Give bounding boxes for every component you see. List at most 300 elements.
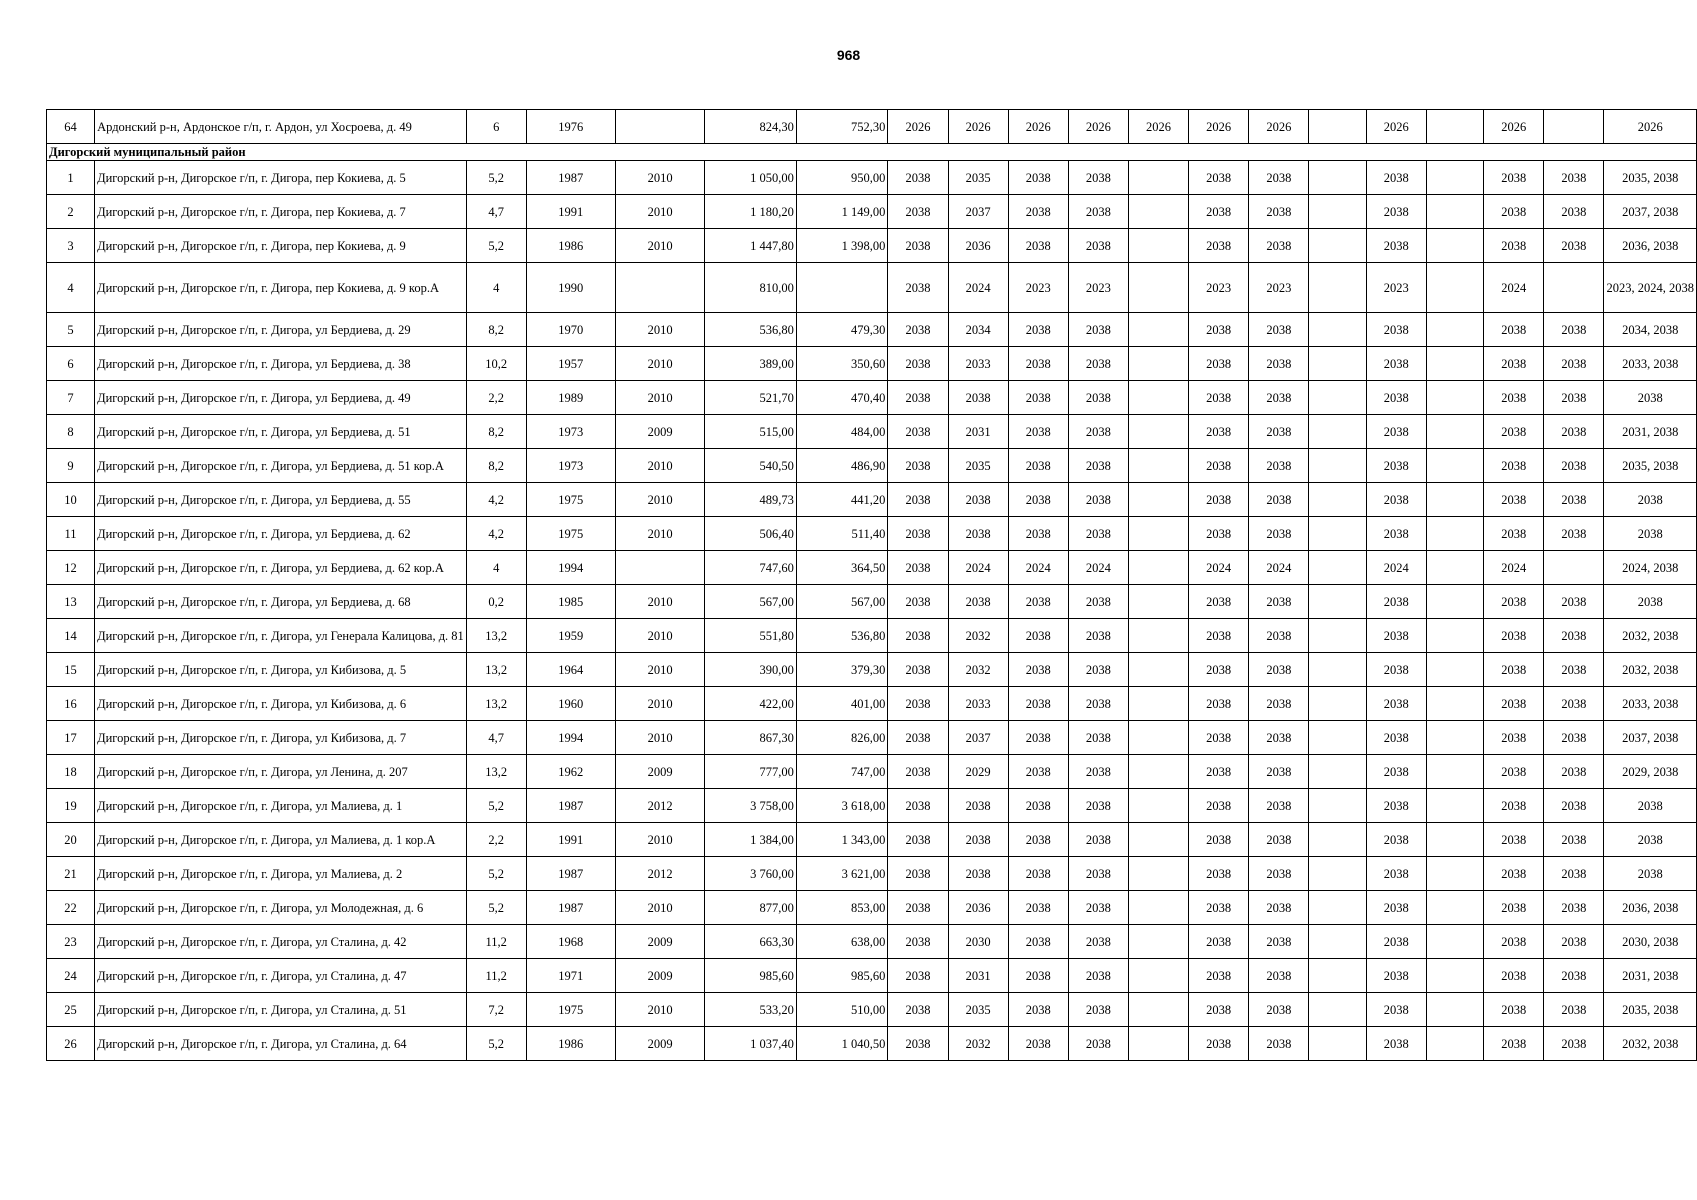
planned-year-cell xyxy=(1128,1027,1188,1061)
planned-year-cell: 2038 xyxy=(1008,313,1068,347)
planned-year-cell xyxy=(1128,789,1188,823)
planned-year-cell: 2038 xyxy=(1544,687,1604,721)
planned-year-cell: 2038 xyxy=(1008,585,1068,619)
planned-year-cell: 2038 xyxy=(1366,313,1426,347)
year-cell xyxy=(615,551,704,585)
planned-year-cell: 2038 xyxy=(1249,925,1309,959)
address-cell: Ардонский р-н, Ардонское г/п, г. Ардон, ул Хосроева, д. 49 xyxy=(95,110,467,144)
row-number-cell: 7 xyxy=(47,381,95,415)
planned-year-cell: 2038 xyxy=(1008,891,1068,925)
planned-year-cell: 2038 xyxy=(1249,823,1309,857)
planned-year-cell: 2038 xyxy=(948,857,1008,891)
planned-year-cell: 2038 xyxy=(1068,229,1128,263)
year-built-cell: 1994 xyxy=(526,551,615,585)
planned-year-cell: 2026 xyxy=(948,110,1008,144)
planned-year-cell: 2038 xyxy=(1068,789,1128,823)
row-number-cell: 26 xyxy=(47,1027,95,1061)
table-row xyxy=(47,823,1697,857)
planned-year-cell xyxy=(1309,721,1366,755)
planned-year-cell: 2023 xyxy=(1008,263,1068,313)
area-cell: 950,00 xyxy=(796,161,888,195)
planned-year-cell: 2038 xyxy=(1544,857,1604,891)
planned-year-cell: 2038 xyxy=(1189,619,1249,653)
planned-year-cell xyxy=(1128,891,1188,925)
year-cell: 2010 xyxy=(615,585,704,619)
planned-year-cell: 2031 xyxy=(948,415,1008,449)
area-cell: 540,50 xyxy=(705,449,797,483)
planned-year-cell: 2038 xyxy=(1544,483,1604,517)
planned-year-cell: 2038 xyxy=(1604,857,1697,891)
planned-year-cell: 2038 xyxy=(1544,891,1604,925)
planned-year-cell: 2038 xyxy=(1544,585,1604,619)
planned-year-cell: 2038 xyxy=(1008,925,1068,959)
planned-year-cell: 2038 xyxy=(1008,721,1068,755)
year-cell: 2009 xyxy=(615,1027,704,1061)
row-number-cell: 11 xyxy=(47,517,95,551)
planned-year-cell: 2024 xyxy=(1008,551,1068,585)
year-built-cell: 1994 xyxy=(526,721,615,755)
planned-year-cell xyxy=(1426,551,1483,585)
planned-year-cell: 2038 xyxy=(1008,687,1068,721)
table-row xyxy=(47,1027,1697,1061)
planned-year-cell: 2038 xyxy=(1484,313,1544,347)
year-built-cell: 1976 xyxy=(526,110,615,144)
planned-year-cell xyxy=(1426,585,1483,619)
planned-year-cell: 2038 xyxy=(1249,415,1309,449)
planned-year-cell: 2038 xyxy=(888,653,948,687)
planned-year-cell: 2034 xyxy=(948,313,1008,347)
planned-year-cell: 2038 xyxy=(1008,449,1068,483)
area-cell: 470,40 xyxy=(796,381,888,415)
planned-year-cell xyxy=(1128,195,1188,229)
area-cell: 638,00 xyxy=(796,925,888,959)
value-cell: 4 xyxy=(466,263,526,313)
planned-year-cell: 2038 xyxy=(948,585,1008,619)
area-cell: 985,60 xyxy=(796,959,888,993)
value-cell: 0,2 xyxy=(466,585,526,619)
planned-year-cell: 2038 xyxy=(1068,347,1128,381)
address-cell: Дигорский р-н, Дигорское г/п, г. Дигора, ул Сталина, д. 47 xyxy=(95,959,467,993)
planned-year-cell: 2038 xyxy=(1189,347,1249,381)
address-cell: Дигорский р-н, Дигорское г/п, г. Дигора, пер Кокиева, д. 7 xyxy=(95,195,467,229)
planned-year-cell: 2038 xyxy=(1068,381,1128,415)
planned-year-cell: 2038 xyxy=(1484,483,1544,517)
planned-year-cell xyxy=(1309,195,1366,229)
value-cell: 8,2 xyxy=(466,313,526,347)
area-cell: 1 398,00 xyxy=(796,229,888,263)
planned-year-cell: 2038 xyxy=(1366,1027,1426,1061)
row-number-cell: 3 xyxy=(47,229,95,263)
planned-year-cell: 2023 xyxy=(1366,263,1426,313)
planned-year-cell: 2033, 2038 xyxy=(1604,347,1697,381)
planned-year-cell: 2026 xyxy=(1008,110,1068,144)
planned-year-cell: 2038 xyxy=(1249,229,1309,263)
planned-year-cell xyxy=(1128,381,1188,415)
planned-year-cell: 2038 xyxy=(1484,229,1544,263)
planned-year-cell: 2038 xyxy=(1366,687,1426,721)
planned-year-cell: 2038 xyxy=(1189,959,1249,993)
table-row xyxy=(47,195,1697,229)
planned-year-cell: 2038 xyxy=(1484,857,1544,891)
planned-year-cell: 2038 xyxy=(888,1027,948,1061)
area-cell: 1 384,00 xyxy=(705,823,797,857)
planned-year-cell: 2038 xyxy=(1484,959,1544,993)
area-cell: 752,30 xyxy=(796,110,888,144)
value-cell: 7,2 xyxy=(466,993,526,1027)
planned-year-cell: 2038 xyxy=(948,823,1008,857)
address-cell: Дигорский р-н, Дигорское г/п, г. Дигора, ул Сталина, д. 64 xyxy=(95,1027,467,1061)
planned-year-cell: 2038 xyxy=(1249,1027,1309,1061)
planned-year-cell: 2038 xyxy=(888,483,948,517)
planned-year-cell: 2038 xyxy=(1484,195,1544,229)
planned-year-cell: 2038 xyxy=(1068,857,1128,891)
table-row xyxy=(47,347,1697,381)
planned-year-cell xyxy=(1128,823,1188,857)
area-cell: 853,00 xyxy=(796,891,888,925)
row-number-cell: 21 xyxy=(47,857,95,891)
planned-year-cell: 2030, 2038 xyxy=(1604,925,1697,959)
planned-year-cell xyxy=(1128,313,1188,347)
planned-year-cell: 2038 xyxy=(1068,483,1128,517)
planned-year-cell: 2038 xyxy=(888,195,948,229)
year-built-cell: 1973 xyxy=(526,415,615,449)
value-cell: 4,7 xyxy=(466,721,526,755)
planned-year-cell: 2038 xyxy=(1544,517,1604,551)
area-cell: 1 037,40 xyxy=(705,1027,797,1061)
area-cell: 401,00 xyxy=(796,687,888,721)
address-cell: Дигорский р-н, Дигорское г/п, г. Дигора, ул Бердиева, д. 62 xyxy=(95,517,467,551)
year-built-cell: 1987 xyxy=(526,789,615,823)
area-cell: 536,80 xyxy=(705,313,797,347)
planned-year-cell: 2030 xyxy=(948,925,1008,959)
table-row xyxy=(47,585,1697,619)
planned-year-cell: 2038 xyxy=(1366,415,1426,449)
planned-year-cell: 2038 xyxy=(888,857,948,891)
planned-year-cell: 2038 xyxy=(1249,381,1309,415)
planned-year-cell xyxy=(1128,755,1188,789)
planned-year-cell: 2038 xyxy=(1249,313,1309,347)
address-cell: Дигорский р-н, Дигорское г/п, г. Дигора, ул Бердиева, д. 55 xyxy=(95,483,467,517)
planned-year-cell: 2038 xyxy=(1544,823,1604,857)
value-cell: 4,7 xyxy=(466,195,526,229)
planned-year-cell: 2038 xyxy=(1604,517,1697,551)
planned-year-cell: 2035 xyxy=(948,993,1008,1027)
year-built-cell: 1991 xyxy=(526,823,615,857)
area-cell: 3 621,00 xyxy=(796,857,888,891)
area-cell: 510,00 xyxy=(796,993,888,1027)
planned-year-cell xyxy=(1426,195,1483,229)
planned-year-cell: 2038 xyxy=(1249,195,1309,229)
planned-year-cell: 2038 xyxy=(888,347,948,381)
value-cell: 8,2 xyxy=(466,449,526,483)
planned-year-cell xyxy=(1128,959,1188,993)
value-cell: 5,2 xyxy=(466,857,526,891)
row-number-cell: 13 xyxy=(47,585,95,619)
section-title: Дигорский муниципальный район xyxy=(47,144,1697,161)
area-cell: 1 447,80 xyxy=(705,229,797,263)
value-cell: 4 xyxy=(466,551,526,585)
planned-year-cell: 2032 xyxy=(948,1027,1008,1061)
table-row xyxy=(47,110,1697,144)
row-number-cell: 18 xyxy=(47,755,95,789)
planned-year-cell: 2038 xyxy=(1604,381,1697,415)
planned-year-cell: 2038 xyxy=(948,483,1008,517)
planned-year-cell: 2038 xyxy=(1544,993,1604,1027)
planned-year-cell xyxy=(1128,653,1188,687)
planned-year-cell: 2024 xyxy=(1484,551,1544,585)
planned-year-cell: 2038 xyxy=(1068,313,1128,347)
planned-year-cell: 2038 xyxy=(1189,1027,1249,1061)
planned-year-cell xyxy=(1128,415,1188,449)
value-cell: 13,2 xyxy=(466,687,526,721)
area-cell: 533,20 xyxy=(705,993,797,1027)
planned-year-cell: 2038 xyxy=(1484,517,1544,551)
area-cell: 747,00 xyxy=(796,755,888,789)
area-cell: 867,30 xyxy=(705,721,797,755)
planned-year-cell xyxy=(1309,789,1366,823)
planned-year-cell: 2038 xyxy=(1366,925,1426,959)
planned-year-cell: 2038 xyxy=(1189,517,1249,551)
planned-year-cell: 2038 xyxy=(1366,619,1426,653)
planned-year-cell xyxy=(1128,263,1188,313)
planned-year-cell: 2038 xyxy=(888,755,948,789)
year-built-cell: 1987 xyxy=(526,857,615,891)
year-built-cell: 1968 xyxy=(526,925,615,959)
value-cell: 6 xyxy=(466,110,526,144)
planned-year-cell: 2037, 2038 xyxy=(1604,195,1697,229)
planned-year-cell: 2038 xyxy=(1366,823,1426,857)
planned-year-cell xyxy=(1426,263,1483,313)
planned-year-cell: 2038 xyxy=(1249,857,1309,891)
table-row xyxy=(47,789,1697,823)
area-cell: 567,00 xyxy=(705,585,797,619)
planned-year-cell: 2038 xyxy=(1544,1027,1604,1061)
planned-year-cell: 2038 xyxy=(1366,721,1426,755)
table-row xyxy=(47,313,1697,347)
year-built-cell: 1985 xyxy=(526,585,615,619)
address-cell: Дигорский р-н, Дигорское г/п, г. Дигора, ул Малиева, д. 2 xyxy=(95,857,467,891)
planned-year-cell: 2023 xyxy=(1249,263,1309,313)
planned-year-cell xyxy=(1426,449,1483,483)
planned-year-cell: 2035 xyxy=(948,161,1008,195)
planned-year-cell: 2038 xyxy=(1484,347,1544,381)
area-cell: 3 618,00 xyxy=(796,789,888,823)
year-built-cell: 1986 xyxy=(526,1027,615,1061)
planned-year-cell: 2036, 2038 xyxy=(1604,891,1697,925)
value-cell: 5,2 xyxy=(466,789,526,823)
planned-year-cell: 2038 xyxy=(1008,993,1068,1027)
year-cell: 2010 xyxy=(615,381,704,415)
planned-year-cell: 2038 xyxy=(1544,755,1604,789)
planned-year-cell xyxy=(1426,823,1483,857)
year-built-cell: 1960 xyxy=(526,687,615,721)
planned-year-cell: 2038 xyxy=(1366,517,1426,551)
planned-year-cell: 2038 xyxy=(1068,161,1128,195)
planned-year-cell: 2038 xyxy=(1189,687,1249,721)
planned-year-cell xyxy=(1309,959,1366,993)
planned-year-cell: 2038 xyxy=(1249,959,1309,993)
planned-year-cell xyxy=(1426,857,1483,891)
planned-year-cell: 2038 xyxy=(888,891,948,925)
planned-year-cell: 2038 xyxy=(1604,483,1697,517)
area-cell: 364,50 xyxy=(796,551,888,585)
planned-year-cell xyxy=(1426,110,1483,144)
area-cell: 515,00 xyxy=(705,415,797,449)
year-built-cell: 1970 xyxy=(526,313,615,347)
row-number-cell: 6 xyxy=(47,347,95,381)
planned-year-cell xyxy=(1128,517,1188,551)
planned-year-cell: 2026 xyxy=(1366,110,1426,144)
planned-year-cell: 2038 xyxy=(1068,415,1128,449)
planned-year-cell xyxy=(1309,263,1366,313)
address-cell: Дигорский р-н, Дигорское г/п, г. Дигора, ул Молодежная, д. 6 xyxy=(95,891,467,925)
planned-year-cell: 2038 xyxy=(1484,993,1544,1027)
planned-year-cell xyxy=(1309,925,1366,959)
area-cell: 484,00 xyxy=(796,415,888,449)
address-cell: Дигорский р-н, Дигорское г/п, г. Дигора, ул Сталина, д. 51 xyxy=(95,993,467,1027)
year-cell: 2010 xyxy=(615,483,704,517)
planned-year-cell: 2038 xyxy=(1366,347,1426,381)
planned-year-cell xyxy=(1128,857,1188,891)
planned-year-cell: 2038 xyxy=(1068,755,1128,789)
planned-year-cell: 2038 xyxy=(1544,619,1604,653)
row-number-cell: 2 xyxy=(47,195,95,229)
year-cell: 2010 xyxy=(615,313,704,347)
planned-year-cell: 2038 xyxy=(1068,959,1128,993)
planned-year-cell: 2032 xyxy=(948,653,1008,687)
planned-year-cell: 2032, 2038 xyxy=(1604,653,1697,687)
planned-year-cell xyxy=(1128,229,1188,263)
planned-year-cell: 2038 xyxy=(1189,993,1249,1027)
row-number-cell: 22 xyxy=(47,891,95,925)
planned-year-cell xyxy=(1309,517,1366,551)
planned-year-cell: 2038 xyxy=(1068,1027,1128,1061)
address-cell: Дигорский р-н, Дигорское г/п, г. Дигора, пер Кокиева, д. 9 кор.А xyxy=(95,263,467,313)
planned-year-cell: 2038 xyxy=(888,415,948,449)
area-cell: 479,30 xyxy=(796,313,888,347)
area-cell: 441,20 xyxy=(796,483,888,517)
planned-year-cell xyxy=(1426,925,1483,959)
planned-year-cell: 2038 xyxy=(1484,823,1544,857)
planned-year-cell: 2038 xyxy=(1189,313,1249,347)
area-cell: 1 343,00 xyxy=(796,823,888,857)
planned-year-cell: 2038 xyxy=(1249,755,1309,789)
planned-year-cell xyxy=(1544,551,1604,585)
area-cell: 985,60 xyxy=(705,959,797,993)
row-number-cell: 20 xyxy=(47,823,95,857)
year-cell: 2010 xyxy=(615,449,704,483)
planned-year-cell xyxy=(1426,1027,1483,1061)
planned-year-cell: 2038 xyxy=(1068,891,1128,925)
table-row xyxy=(47,263,1697,313)
area-cell: 350,60 xyxy=(796,347,888,381)
planned-year-cell: 2038 xyxy=(888,229,948,263)
planned-year-cell: 2038 xyxy=(1366,891,1426,925)
section-row xyxy=(47,144,1697,161)
area-cell: 826,00 xyxy=(796,721,888,755)
row-number-cell: 15 xyxy=(47,653,95,687)
planned-year-cell: 2038 xyxy=(1249,161,1309,195)
planned-year-cell xyxy=(1309,313,1366,347)
planned-year-cell: 2038 xyxy=(888,619,948,653)
address-cell: Дигорский р-н, Дигорское г/п, г. Дигора, ул Бердиева, д. 68 xyxy=(95,585,467,619)
planned-year-cell: 2038 xyxy=(1484,161,1544,195)
row-number-cell: 16 xyxy=(47,687,95,721)
row-number-cell: 19 xyxy=(47,789,95,823)
planned-year-cell: 2038 xyxy=(1008,823,1068,857)
planned-year-cell: 2023, 2024, 2038 xyxy=(1604,263,1697,313)
planned-year-cell xyxy=(1544,110,1604,144)
table-row xyxy=(47,483,1697,517)
year-cell xyxy=(615,110,704,144)
planned-year-cell: 2038 xyxy=(888,161,948,195)
table-row xyxy=(47,959,1697,993)
area-cell: 390,00 xyxy=(705,653,797,687)
planned-year-cell: 2038 xyxy=(888,313,948,347)
planned-year-cell xyxy=(1309,857,1366,891)
area-cell: 1 149,00 xyxy=(796,195,888,229)
planned-year-cell: 2038 xyxy=(1544,161,1604,195)
row-number-cell: 25 xyxy=(47,993,95,1027)
year-built-cell: 1991 xyxy=(526,195,615,229)
table-row xyxy=(47,721,1697,755)
area-cell: 521,70 xyxy=(705,381,797,415)
planned-year-cell xyxy=(1128,721,1188,755)
year-built-cell: 1987 xyxy=(526,891,615,925)
year-cell: 2012 xyxy=(615,789,704,823)
planned-year-cell xyxy=(1426,993,1483,1027)
table-row xyxy=(47,925,1697,959)
area-cell: 389,00 xyxy=(705,347,797,381)
planned-year-cell: 2032, 2038 xyxy=(1604,1027,1697,1061)
table-row xyxy=(47,229,1697,263)
value-cell: 5,2 xyxy=(466,161,526,195)
row-number-cell: 12 xyxy=(47,551,95,585)
planned-year-cell: 2038 xyxy=(1484,381,1544,415)
address-cell: Дигорский р-н, Дигорское г/п, г. Дигора, ул Кибизова, д. 6 xyxy=(95,687,467,721)
value-cell: 5,2 xyxy=(466,891,526,925)
year-cell: 2012 xyxy=(615,857,704,891)
planned-year-cell: 2038 xyxy=(888,789,948,823)
planned-year-cell xyxy=(1426,619,1483,653)
planned-year-cell xyxy=(1309,229,1366,263)
planned-year-cell xyxy=(1309,161,1366,195)
address-cell: Дигорский р-н, Дигорское г/п, г. Дигора, пер Кокиева, д. 5 xyxy=(95,161,467,195)
address-cell: Дигорский р-н, Дигорское г/п, г. Дигора, ул Бердиева, д. 51 кор.А xyxy=(95,449,467,483)
planned-year-cell: 2024 xyxy=(948,551,1008,585)
planned-year-cell: 2038 xyxy=(1249,891,1309,925)
planned-year-cell: 2038 xyxy=(1544,195,1604,229)
planned-year-cell: 2038 xyxy=(1484,687,1544,721)
planned-year-cell: 2038 xyxy=(1068,195,1128,229)
planned-year-cell: 2032 xyxy=(948,619,1008,653)
planned-year-cell: 2038 xyxy=(1366,229,1426,263)
planned-year-cell: 2024, 2038 xyxy=(1604,551,1697,585)
address-cell: Дигорский р-н, Дигорское г/п, г. Дигора, ул Ленина, д. 207 xyxy=(95,755,467,789)
planned-year-cell xyxy=(1309,347,1366,381)
row-number-cell: 4 xyxy=(47,263,95,313)
planned-year-cell: 2038 xyxy=(1068,721,1128,755)
planned-year-cell xyxy=(1309,415,1366,449)
row-number-cell: 9 xyxy=(47,449,95,483)
planned-year-cell: 2038 xyxy=(1484,925,1544,959)
year-cell: 2010 xyxy=(615,823,704,857)
planned-year-cell: 2038 xyxy=(1604,823,1697,857)
year-cell: 2010 xyxy=(615,195,704,229)
year-cell: 2010 xyxy=(615,891,704,925)
area-cell: 486,90 xyxy=(796,449,888,483)
year-built-cell: 1987 xyxy=(526,161,615,195)
